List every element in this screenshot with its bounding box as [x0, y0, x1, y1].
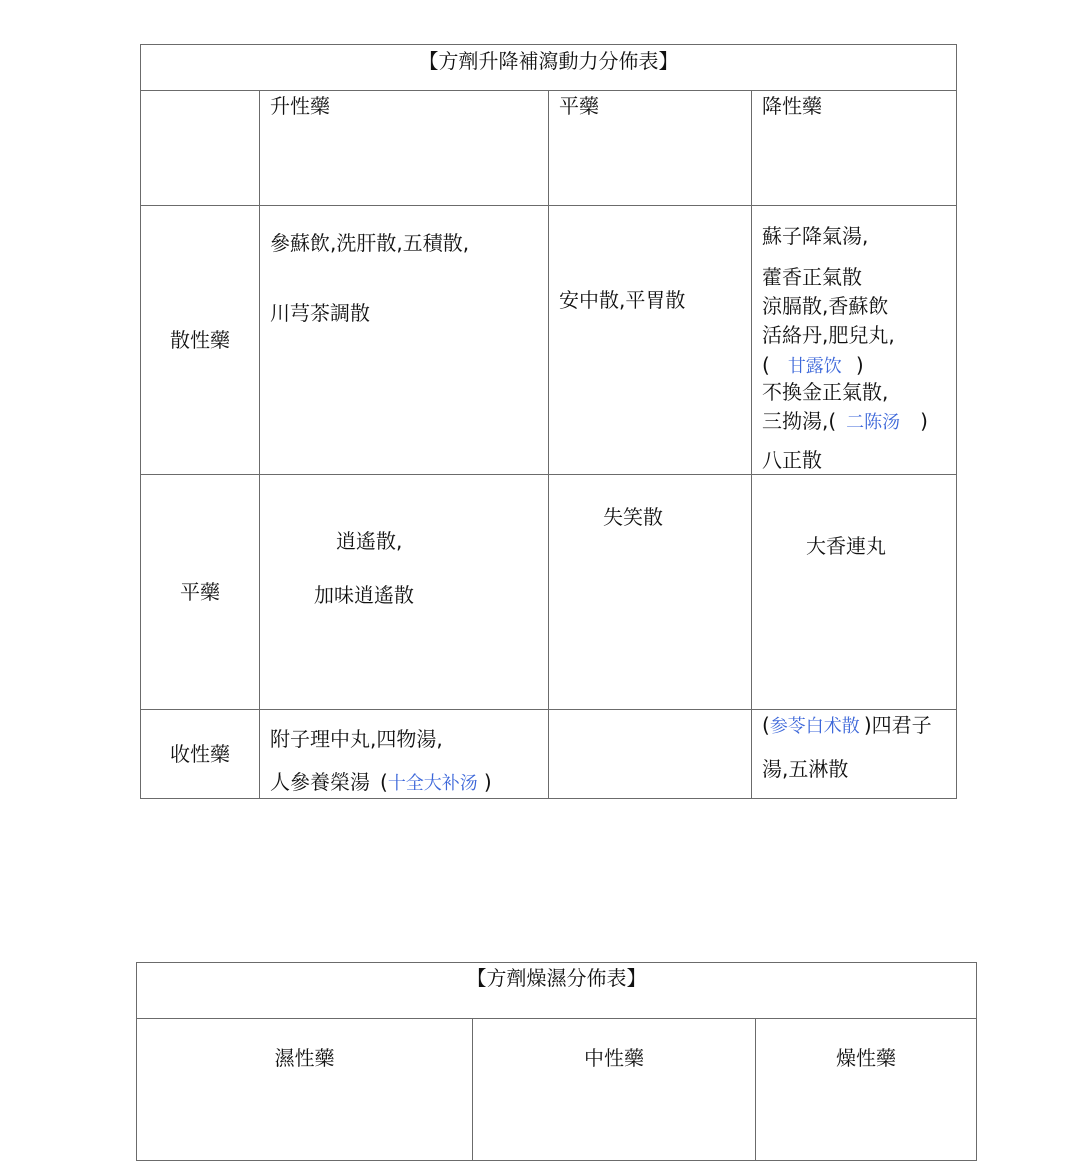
text-line: 八正散 [762, 448, 822, 472]
close-paren: ) [920, 409, 928, 433]
open-paren: ( [762, 353, 770, 377]
header-dry: 燥性藥 [756, 1019, 977, 1161]
link-shiquan-dabu-tang[interactable]: 十全大补汤 [387, 773, 478, 794]
table1-title: 【方劑升降補瀉動力分佈表】 [141, 45, 957, 91]
text-line [762, 352, 864, 378]
cell-disperse-neutral [549, 206, 752, 475]
text-line: 逍遙散, [336, 529, 403, 553]
row-label-disperse: 散性藥 [141, 206, 260, 475]
text-line: 附子理中丸,四物湯, [270, 727, 443, 751]
text-line: 不換金正氣散, [762, 380, 889, 404]
dry-damp-distribution-table [136, 962, 977, 1161]
header-down: 降性藥 [752, 91, 957, 206]
cell-disperse-up [260, 206, 549, 475]
text-line: 安中散,平胃散 [559, 288, 686, 312]
open-paren: ( [762, 713, 770, 737]
link-erchen-tang[interactable]: 二陈汤 [846, 412, 901, 433]
text-line [762, 712, 932, 738]
text-line: 大香連丸 [806, 534, 886, 558]
text-line [270, 769, 492, 795]
close-paren: ) [483, 770, 492, 794]
header-middle: 中性藥 [473, 1019, 756, 1161]
cell-disperse-down [752, 206, 957, 475]
text-line: 失笑散 [603, 505, 663, 529]
corner-cell [141, 91, 260, 206]
row-label-astringe: 收性藥 [141, 710, 260, 799]
lift-descend-distribution-table [140, 44, 957, 799]
header-neutral: 平藥 [549, 91, 752, 206]
link-ganlu-yin[interactable]: 甘露饮 [787, 356, 842, 377]
text-line: 藿香正氣散 [762, 265, 862, 289]
cell-astringe-up [260, 710, 549, 799]
cell-neutral-down [752, 475, 957, 710]
open-paren: ( [380, 770, 388, 794]
table2-title: 【方劑燥濕分佈表】 [137, 963, 977, 1019]
text-line: 蘇子降氣湯, [762, 224, 869, 248]
text-segment: 三拗湯,( [762, 409, 837, 433]
cell-astringe-neutral [549, 710, 752, 799]
header-damp: 濕性藥 [137, 1019, 473, 1161]
link-shenling-baizhu-san[interactable]: 参苓白术散 [769, 716, 860, 737]
cell-astringe-down [752, 710, 957, 799]
text-line: 川芎茶調散 [270, 301, 370, 325]
cell-neutral-neutral [549, 475, 752, 710]
row-label-neutral: 平藥 [141, 475, 260, 710]
text-line [762, 408, 928, 434]
text-line: 活絡丹,肥兒丸, [762, 323, 895, 347]
text-line: 涼膈散,香蘇飲 [762, 294, 889, 318]
text-line: 湯,五淋散 [762, 757, 849, 781]
header-up: 升性藥 [260, 91, 549, 206]
close-paren: ) [855, 353, 864, 377]
text-line: 參蘇飲,洗肝散,五積散, [270, 231, 470, 255]
text-segment: 人參養榮湯 [270, 770, 370, 794]
text-segment: )四君子 [863, 713, 932, 737]
cell-neutral-up [260, 475, 549, 710]
text-line: 加味逍遙散 [314, 583, 414, 607]
